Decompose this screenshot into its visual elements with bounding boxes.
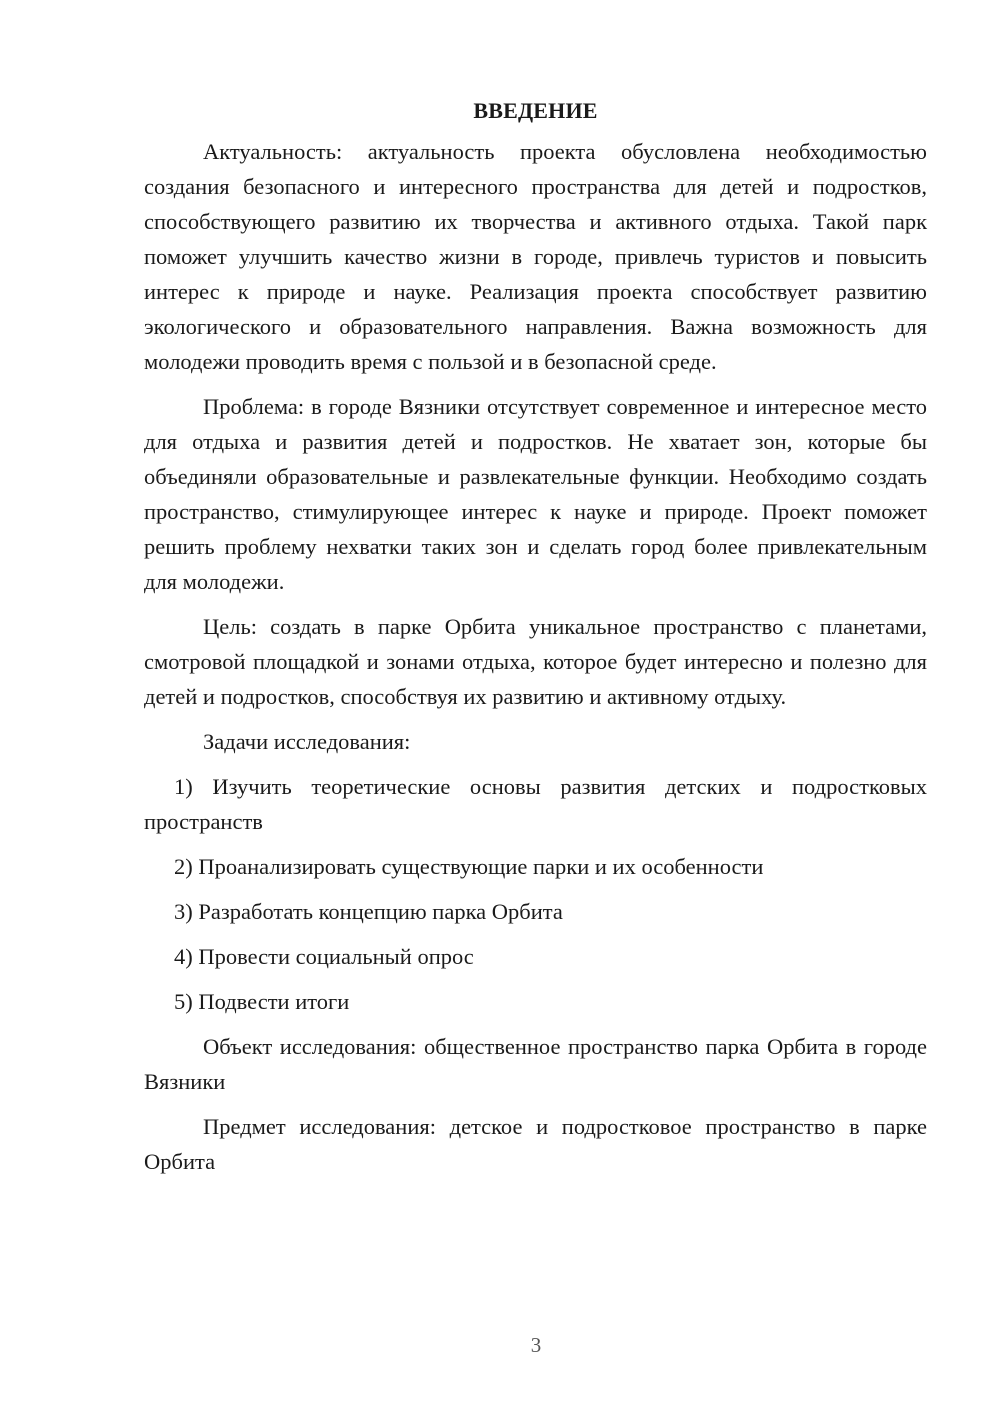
task-item-1: 1) Изучить теоретические основы развития детских и подростковых пространств [144, 774, 927, 834]
task-item-4: 4) Провести социальный опрос [174, 944, 474, 969]
task-item-5: 5) Подвести итоги [174, 989, 350, 1014]
tasks-heading: Задачи исследования: [203, 729, 411, 754]
relevance-paragraph: Актуальность: актуальность проекта обусловлена необходимостью создания безопасного и интересного пространства для детей и подростков, способствующего развитию их творчества и активного отдыха. Такой парк поможет улучшить качество жизни в городе, привлечь туристов и повысить интерес к природе и науке. Реализация проекта способствует развитию экологического и образовательного направления. Важна возможность для молодежи проводить время с пользой и в безопасной среде. [144, 139, 927, 374]
task-item-2: 2) Проанализировать существующие парки и их особенности [174, 854, 764, 879]
page-title: ВВЕДЕНИЕ [473, 98, 598, 123]
problem-paragraph: Проблема: в городе Вязники отсутствует современное и интересное место для отдыха и развития детей и подростков. Не хватает зон, которые бы объединяли образовательные и развлекательные функции. Необходимо создать пространство, стимулирующее интерес к науке и природе. Проект поможет решить проблему нехватки таких зон и сделать город более привлекательным для молодежи. [144, 394, 927, 594]
tasks-list [144, 769, 927, 1019]
page-content [144, 96, 927, 1189]
task-item-3: 3) Разработать концепцию парка Орбита [174, 899, 563, 924]
page-number: 3 [530, 1333, 542, 1357]
object-paragraph: Объект исследования: общественное пространство парка Орбита в городе Вязники [144, 1034, 927, 1094]
goal-paragraph: Цель: создать в парке Орбита уникальное пространство с планетами, смотровой площадкой и зонами отдыха, которое будет интересно и полезно для детей и подростков, способствуя их развитию и активному отдыху. [144, 614, 927, 709]
subject-paragraph: Предмет исследования: детское и подростковое пространство в парке Орбита [144, 1114, 927, 1174]
